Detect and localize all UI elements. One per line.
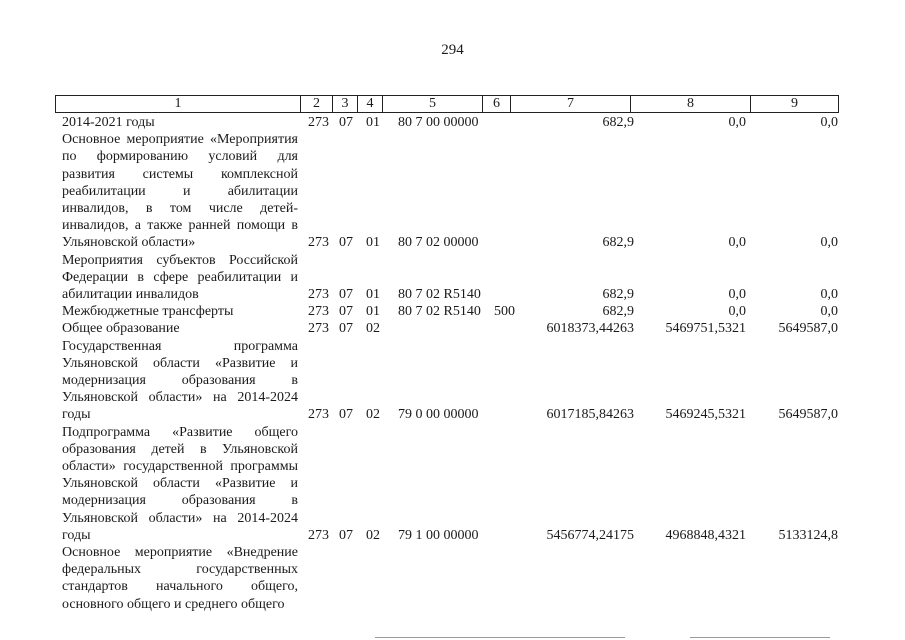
header-col-9: 9 (791, 96, 798, 111)
row-target-article: 80 7 02 R5140 (398, 287, 481, 303)
row-grbs: 273 (308, 407, 329, 423)
header-col-7: 7 (511, 96, 631, 112)
row-name: Основное мероприятие «Мероприятия по формированию условий для развития системы комплексной реабилитации и абилитации инвалидов, в том числе детей-инвалидов, а также ранней помощи в Ульяновской области» (62, 132, 298, 251)
row-grbs: 273 (308, 287, 329, 303)
row-value-col8: 5469751,5321 (665, 321, 746, 337)
row-value-col7: 682,9 (602, 115, 634, 130)
row-grbs: 273 (308, 527, 329, 543)
row-section: 07 (339, 304, 353, 320)
row-expense-type: 500 (494, 304, 515, 320)
row-value-col7: 682,9 (602, 304, 634, 320)
row-value-col7: 6018373,44263 (546, 321, 634, 337)
row-value-col9: 5133124,8 (778, 527, 838, 543)
table-row (62, 131, 842, 251)
table-row (62, 544, 842, 613)
row-section: 07 (339, 235, 353, 251)
row-subsection: 02 (366, 527, 380, 543)
row-section: 07 (339, 287, 353, 303)
row-name: Общее образование (62, 321, 180, 337)
row-value-col8: 0,0 (728, 287, 746, 303)
header-col-1: 1 (56, 96, 301, 112)
row-value-col7: 682,9 (602, 235, 634, 251)
row-value-col7: 6017185,84263 (546, 407, 634, 423)
row-grbs: 273 (308, 115, 329, 130)
row-value-col8: 4968848,4321 (665, 527, 746, 543)
row-subsection: 01 (366, 115, 380, 130)
row-name: Мероприятия субъектов Российской Федерации в сфере реабилитации и абилитации инвалидов (62, 252, 298, 303)
header-col-3: 3 (333, 96, 358, 112)
scan-line-artifact (690, 637, 830, 638)
row-grbs: 273 (308, 235, 329, 251)
row-grbs: 273 (308, 304, 329, 320)
page-number: 294 (441, 42, 464, 58)
table-row (62, 424, 842, 544)
row-section: 07 (339, 407, 353, 423)
row-section: 07 (339, 321, 353, 337)
header-col-2: 2 (301, 96, 333, 112)
row-value-col8: 0,0 (728, 304, 746, 320)
row-subsection: 01 (366, 304, 380, 320)
row-value-col9: 5649587,0 (778, 321, 838, 337)
row-value-col9: 0,0 (820, 304, 838, 320)
table-row (62, 252, 842, 304)
row-subsection: 02 (366, 321, 380, 337)
row-value-col8: 0,0 (728, 235, 746, 251)
scan-line-artifact (375, 637, 625, 638)
row-subsection: 01 (366, 287, 380, 303)
table-body (62, 114, 842, 613)
header-col-5: 5 (383, 96, 483, 112)
row-value-col9: 0,0 (820, 115, 838, 130)
row-target-article: 79 0 00 00000 (398, 407, 479, 423)
row-grbs: 273 (308, 321, 329, 337)
header-col-6: 6 (483, 96, 511, 112)
row-name: Межбюджетные трансферты (62, 304, 234, 320)
row-value-col9: 5649587,0 (778, 407, 838, 423)
row-value-col7: 682,9 (602, 287, 634, 303)
row-subsection: 02 (366, 407, 380, 423)
row-name: 2014-2021 годы (62, 115, 155, 130)
row-value-col8: 0,0 (728, 115, 746, 130)
table-row (62, 303, 842, 320)
row-section: 07 (339, 527, 353, 543)
row-name: Подпрограмма «Развитие общего образования детей в Ульяновской области» государственной программы Ульяновской области «Развитие и модернизация образования в Ульяновской области» на 2014-2024 годы (62, 424, 298, 543)
table-row (62, 320, 842, 337)
table-row (62, 338, 842, 424)
row-target-article: 80 7 00 00000 (398, 115, 479, 130)
table-row (62, 114, 842, 131)
row-subsection: 01 (366, 235, 380, 251)
row-value-col9: 0,0 (820, 287, 838, 303)
row-section: 07 (339, 115, 353, 130)
header-col-4: 4 (358, 96, 383, 112)
row-value-col9: 0,0 (820, 235, 838, 251)
row-value-col7: 5456774,24175 (546, 527, 634, 543)
row-target-article: 80 7 02 R5140 (398, 304, 481, 320)
row-name: Основное мероприятие «Внедрение федеральных государственных стандартов начального общего, основного общего и среднего общего (62, 545, 298, 612)
row-target-article: 79 1 00 00000 (398, 527, 479, 543)
row-name: Государственная программа Ульяновской области «Развитие и модернизация образования в Ульяновской области» на 2014-2024 годы (62, 338, 298, 423)
row-target-article: 80 7 02 00000 (398, 235, 479, 251)
row-value-col8: 5469245,5321 (665, 407, 746, 423)
table-header (55, 95, 839, 113)
header-col-8: 8 (631, 96, 751, 112)
